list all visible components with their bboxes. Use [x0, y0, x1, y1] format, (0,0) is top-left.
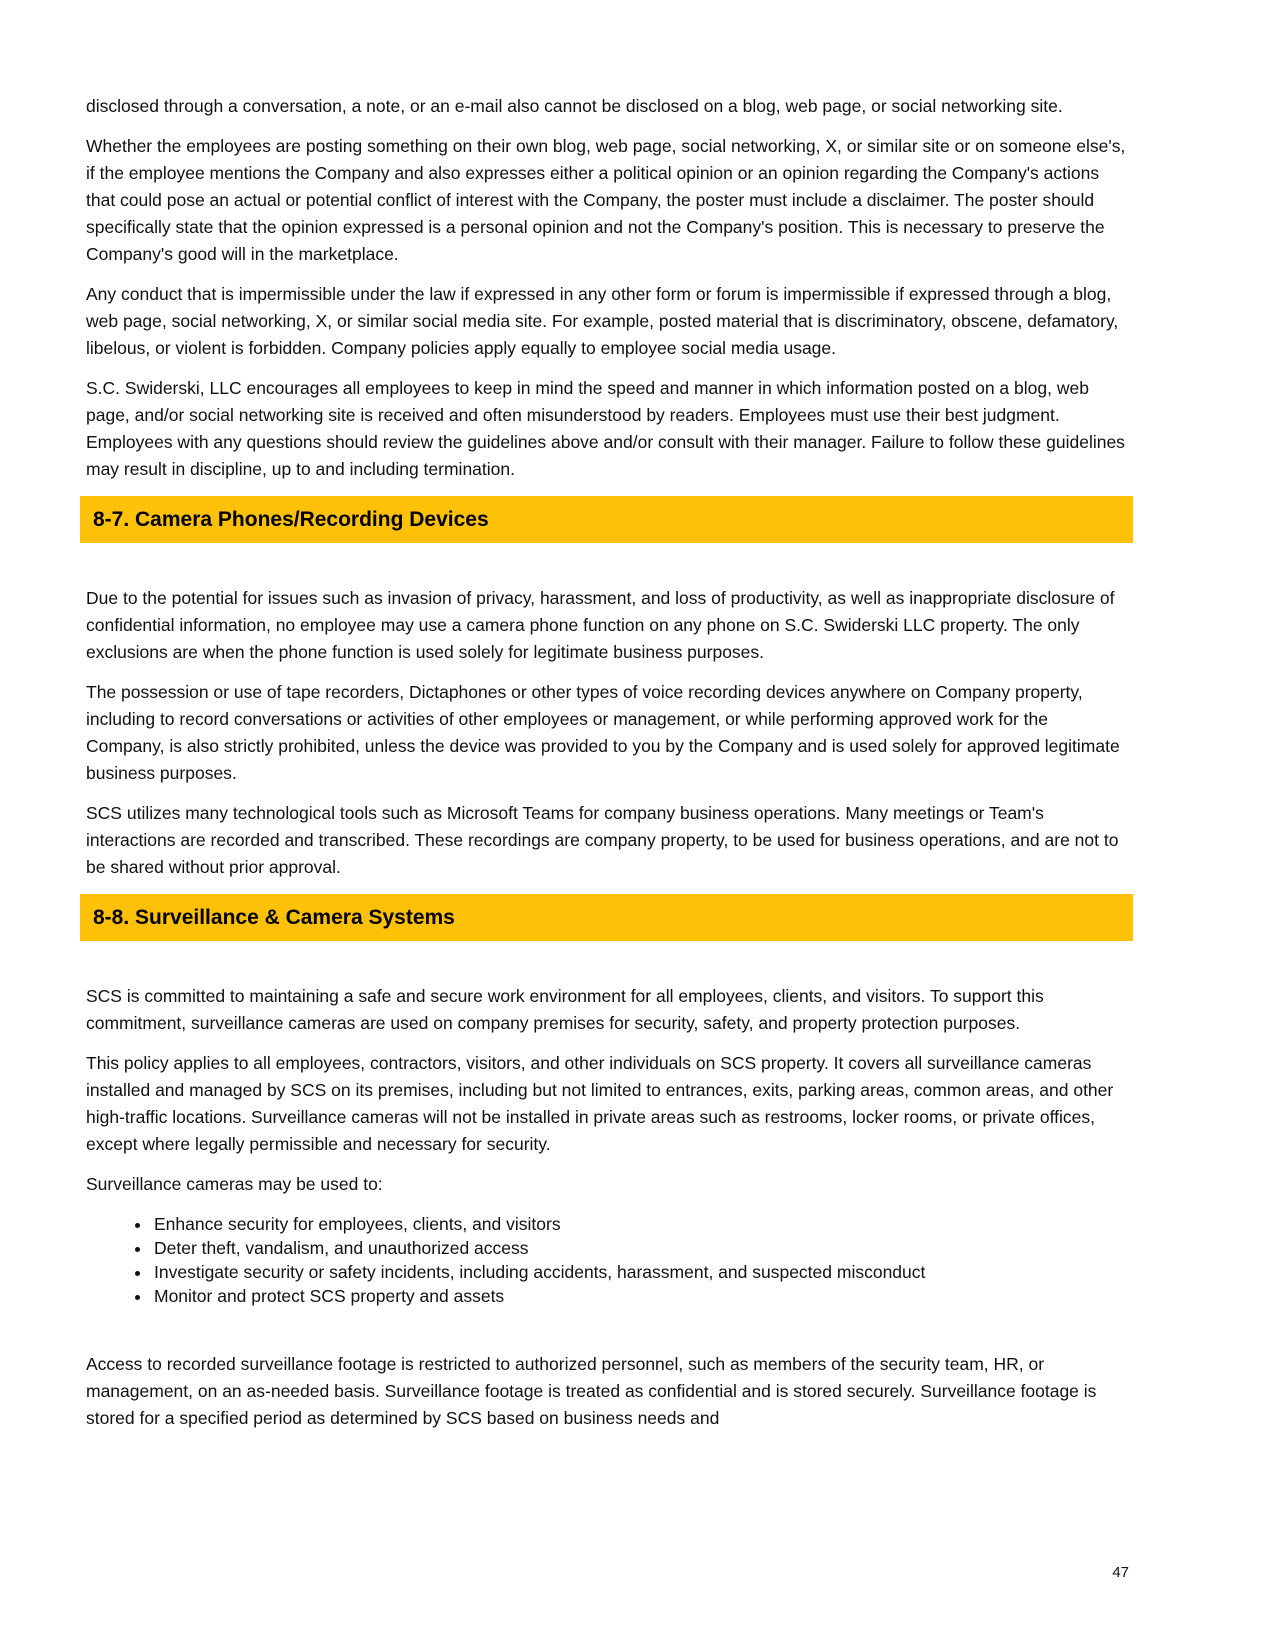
- bullet-list: [86, 1212, 1129, 1308]
- paragraph: Whether the employees are posting something on their own blog, web page, social networking, X, or similar site or on someone else's, if the employee mentions the Company and also expresses either a political opinion or an opinion regarding the Company's actions that could pose an actual or potential conflict of interest with the Company, the poster must include a disclaimer. The poster should specifically state that the opinion expressed is a personal opinion and not the Company's position. This is necessary to preserve the Company's good will in the marketplace.: [86, 136, 1126, 264]
- document-content: [86, 93, 1129, 1445]
- list-item: • Deter theft, vandalism, and unauthorized access: [152, 1236, 1129, 1260]
- paragraph: SCS utilizes many technological tools such as Microsoft Teams for company business operations. Many meetings or Team's interactions are recorded and transcribed. These recordings are company property, to be used for business operations, and are not to be shared without prior approval.: [86, 803, 1119, 877]
- paragraph: This policy applies to all employees, contractors, visitors, and other individuals on SCS property. It covers all surveillance cameras installed and managed by SCS on its premises, including but not limited to entrances, exits, parking areas, common areas, and other high-traffic locations. Surveillance cameras will not be installed in private areas such as restrooms, locker rooms, or private offices, except where legally permissible and necessary for security.: [86, 1053, 1114, 1154]
- list-item: • Investigate security or safety incidents, including accidents, harassment, and suspected misconduct: [152, 1260, 1129, 1284]
- list-item: • Monitor and protect SCS property and assets: [152, 1284, 1129, 1308]
- list-intro: Surveillance cameras may be used to:: [86, 1174, 383, 1194]
- list-item: • Enhance security for employees, clients, and visitors: [152, 1212, 1129, 1236]
- page-number: 47: [1112, 1564, 1129, 1581]
- paragraph: The possession or use of tape recorders, Dictaphones or other types of voice recording devices anywhere on Company property, including to record conversations or activities of other employees or management, or while performing approved work for the Company, is also strictly prohibited, unless the device was provided to you by the Company and is used solely for approved legitimate business purposes.: [86, 682, 1120, 783]
- section-heading-surveillance: 8-8. Surveillance & Camera Systems: [80, 894, 1133, 941]
- paragraph: Any conduct that is impermissible under the law if expressed in any other form or forum is impermissible if expressed through a blog, web page, social networking, X, or similar social media site. For example, posted material that is discriminatory, obscene, defamatory, libelous, or violent is forbidden. Company policies apply equally to employee social media usage.: [86, 284, 1119, 358]
- paragraph: disclosed through a conversation, a note, or an e-mail also cannot be disclosed on a blog, web page, or social networking site.: [86, 96, 1063, 116]
- paragraph: Access to recorded surveillance footage is restricted to authorized personnel, such as members of the security team, HR, or management, on an as-needed basis. Surveillance footage is treated as confidential and is stored securely. Surveillance footage is stored for a specified period as determined by SCS based on business needs and: [86, 1354, 1097, 1428]
- paragraph: S.C. Swiderski, LLC encourages all employees to keep in mind the speed and manner in which information posted on a blog, web page, and/or social networking site is received and often misunderstood by readers. Employees must use their best judgment. Employees with any questions should review the guidelines above and/or consult with their manager. Failure to follow these guidelines may result in discipline, up to and including termination.: [86, 378, 1125, 479]
- paragraph: Due to the potential for issues such as invasion of privacy, harassment, and loss of productivity, as well as inappropriate disclosure of confidential information, no employee may use a camera phone function on any phone on S.C. Swiderski LLC property. The only exclusions are when the phone function is used solely for legitimate business purposes.: [86, 588, 1115, 662]
- paragraph: SCS is committed to maintaining a safe and secure work environment for all employees, clients, and visitors. To support this commitment, surveillance cameras are used on company premises for security, safety, and property protection purposes.: [86, 986, 1044, 1033]
- section-heading-camera-phones: 8-7. Camera Phones/Recording Devices: [80, 496, 1133, 543]
